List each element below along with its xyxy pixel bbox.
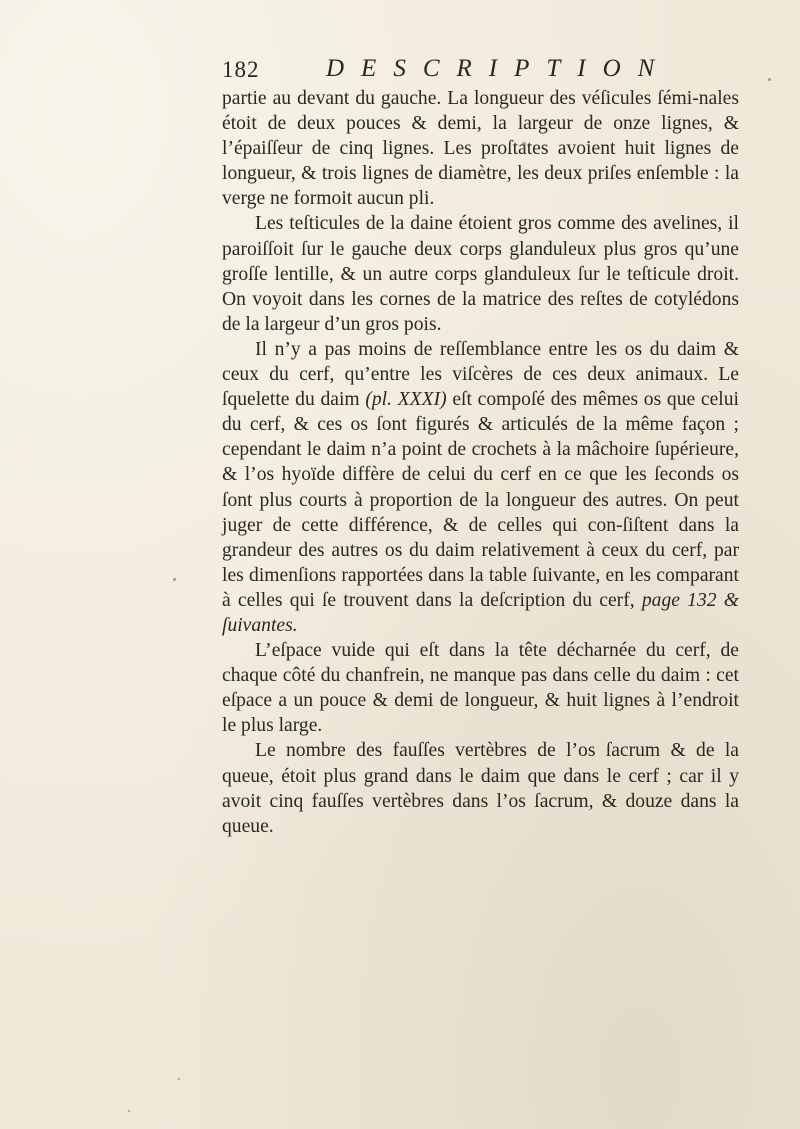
paragraph-5: Le nombre des fauſſes vertèbres de l’os ſacrum & de la queue, étoit plus grand dans le daim que dans le cerf ; car il y avoit cinq fauſſes vertèbres dans l’os ſacrum, & douze dans la queue.	[222, 740, 739, 837]
body-text	[222, 86, 739, 839]
ink-speck	[128, 1110, 130, 1112]
page-reference: page 132 & ſuivantes.	[222, 589, 739, 636]
running-head: DESCRIPTION	[326, 55, 672, 82]
paragraph-1: partie au devant du gauche. La longueur des véſicules ſémi-nales étoit de deux pouces & demi, la largeur de onze lignes, & l’épaiſſeur de cinq lignes. Les proſtates avoient huit lignes de longueur, & trois lignes de diamètre, les deux priſes enſemble : la verge ne formoit aucun pli.	[222, 88, 739, 210]
plate-reference: (pl. XXXI)	[365, 389, 447, 411]
ink-speck	[173, 578, 176, 581]
ink-speck	[768, 78, 771, 81]
page-number: 182	[222, 57, 260, 82]
ink-speck	[178, 1078, 180, 1080]
paragraph-3-text-b: eſt compoſé des mêmes os que celui du cerf, & ces os ſont figurés & articulés de la même façon ; cependant le daim n’a point de crochets à la mâchoire ſupérieure, & l’os hyoïde diffère de celui du cerf en ce que les ſeconds os ſont plus courts à proportion de la longueur des autres. On peut juger de cette différence, & de celles qui con-ſiſtent dans la grandeur des autres os du daim relativement à ceux du cerf, par les dimenſions rapportées dans la table ſuivante, en les comparant à celles qui ſe trouvent dans la deſcription du cerf,	[222, 389, 739, 611]
paragraph-3	[222, 337, 739, 638]
paragraph-3-text-a: Il n’y a pas moins de reſſemblance entre les os du daim & ceux du cerf, qu’entre les viſcères de ces deux animaux. Le ſquelette du daim	[222, 338, 739, 411]
ink-speck	[522, 142, 526, 146]
paragraph-4: L’eſpace vuide qui eſt dans la tête décharnée du cerf, de chaque côté du chanfrein, ne manque pas dans celle du daim : cet eſpace a un pouce & demi de longueur, & huit lignes à l’endroit le plus large.	[222, 640, 739, 737]
paragraph-2: Les teſticules de la daine étoient gros comme des avelines, il paroiſſoit ſur le gauche deux corps glanduleux plus gros qu’une groſſe lentille, & un autre corps glanduleux ſur le teſticule droit. On voyoit dans les cornes de la matrice des reſtes de cotylédons de la largeur d’un gros pois.	[222, 213, 739, 335]
